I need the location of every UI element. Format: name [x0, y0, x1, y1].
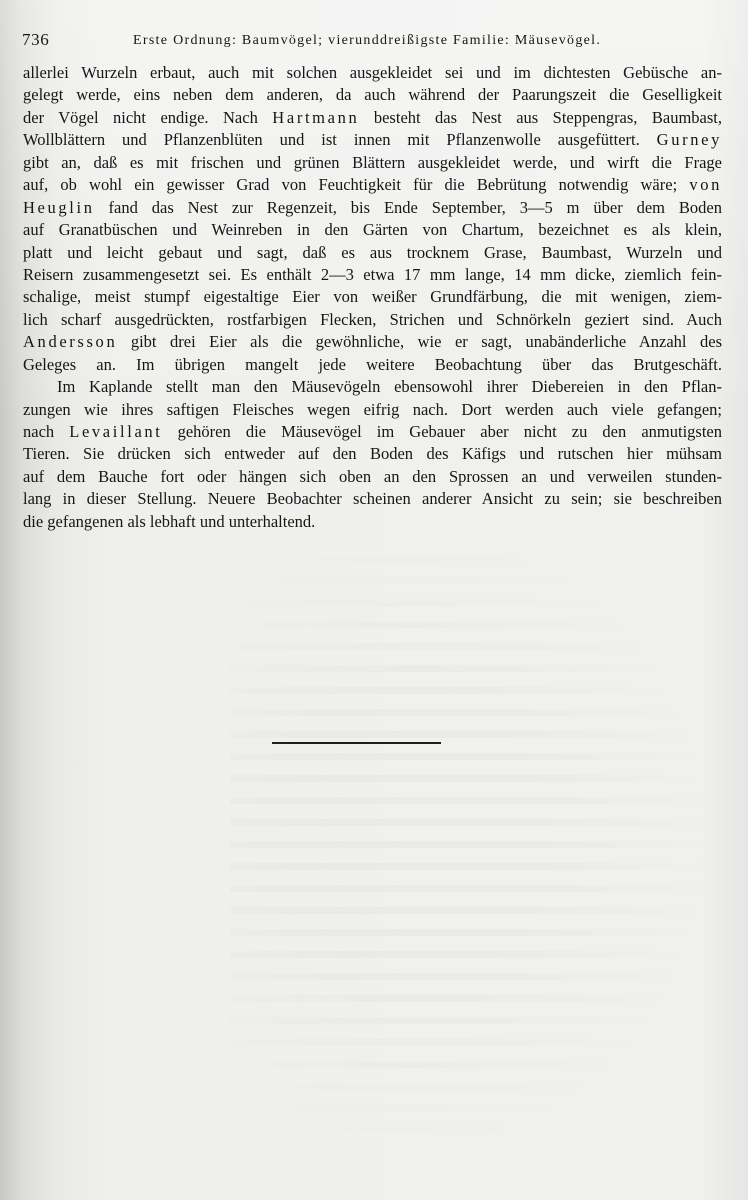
author-name: Hartmann — [272, 107, 360, 127]
text-line — [23, 443, 722, 465]
text-segment: gibt an, daß es mit frischen und grünen Blättern ausgekleidet werde, und wirft die Frage — [23, 152, 722, 172]
text-segment: lich scharf ausgedrückten, rostfarbigen Flecken, Strichen und Schnörkeln geziert sind. Auch — [23, 309, 722, 329]
paragraph — [23, 376, 722, 533]
text-line — [23, 84, 722, 106]
text-segment: Im Kaplande stellt man den Mäusevögeln ebensowohl ihrer Diebereien in den Pflan- — [57, 377, 722, 397]
text-segment: die gefangenen als lebhaft und unterhaltend. — [23, 511, 316, 531]
text-line — [23, 264, 722, 286]
text-segment: Geleges an. Im übrigen mangelt jede weitere Beobachtung über das Brutgeschäft. — [23, 354, 722, 374]
text-segment: zungen wie ihres saftigen Fleisches wegen eifrig nach. Dort werden auch viele gefangen; — [23, 399, 722, 419]
bleed-through-shadow — [230, 540, 700, 1140]
text-segment: auf dem Bauche fort oder hängen sich oben an den Sprossen an und verweilen stunden- — [23, 466, 722, 486]
text-line — [23, 421, 722, 443]
text-segment: gibt drei Eier als die gewöhnliche, wie er sagt, unabänderliche Anzahl des — [117, 332, 722, 352]
text-segment: allerlei Wurzeln erbaut, auch mit solchen ausgekleidet sei und im dichtesten Gebüsche an- — [23, 63, 722, 82]
text-segment: gehören die Mäusevögel im Gebauer aber nicht zu den anmutigsten — [162, 422, 722, 441]
text-segment: gelegt werde, eins neben dem anderen, da auch während der Paarungszeit die Geselligkeit — [23, 85, 722, 105]
text-segment: Reisern zusammengesetzt sei. Es enthält 2—3 etwa 17 mm lange, 14 mm dicke, ziemlich fein- — [23, 264, 722, 284]
author-name: Andersson — [23, 332, 118, 352]
text-line — [23, 309, 722, 331]
body-text — [23, 62, 722, 533]
running-title: Erste Ordnung: Baumvögel; vierunddreißigste Familie: Mäusevögel. — [133, 33, 602, 48]
author-name: Levaillant — [69, 422, 163, 441]
text-segment: platt und leicht gebaut und sagt, daß es aus trocknem Grase, Baumbast, Wurzeln und — [23, 242, 722, 262]
text-line — [23, 107, 722, 129]
text-line — [23, 62, 722, 84]
text-line — [23, 286, 722, 308]
text-line — [23, 331, 722, 353]
text-segment: lang in dieser Stellung. Neuere Beobachter scheinen anderer Ansicht zu sein; sie beschreiben — [23, 489, 722, 509]
text-line — [23, 511, 722, 533]
text-line — [23, 152, 722, 174]
page-number: 736 — [22, 30, 50, 49]
author-name: Heuglin — [23, 197, 95, 217]
text-segment: der Vögel nicht endige. Nach — [23, 107, 273, 127]
text-segment: Wollblättern und Pflanzenblüten und ist innen mit Pflanzenwolle ausgefüttert. — [23, 130, 657, 150]
text-segment: Tieren. Sie drücken sich entweder auf den Boden des Käfigs und rutschen hier mühsam — [23, 444, 722, 464]
text-segment: nach — [23, 422, 70, 441]
text-line — [23, 129, 722, 151]
author-name: Gurney — [656, 130, 722, 150]
text-segment: auf Granatbüschen und Weinreben in den Gärten von Chartum, bezeichnet es als klein, — [23, 220, 722, 240]
text-line — [23, 466, 722, 488]
text-line — [23, 219, 722, 241]
text-line — [23, 174, 722, 196]
text-line — [23, 197, 722, 219]
section-separator-rule — [272, 742, 441, 744]
text-segment: schalige, meist stumpf eigestaltige Eier von weißer Grundfärbung, die mit wenigen, ziem- — [23, 287, 722, 307]
text-line — [23, 354, 722, 376]
text-line — [23, 242, 722, 264]
text-line — [23, 376, 722, 398]
text-segment: besteht das Nest aus Steppengras, Baumbast, — [359, 107, 722, 127]
author-name: von — [689, 175, 722, 195]
text-segment: auf, ob wohl ein gewisser Grad von Feuchtigkeit für die Bebrütung notwendig wäre; — [23, 175, 690, 195]
text-line — [23, 399, 722, 421]
text-segment: fand das Nest zur Regenzeit, bis Ende September, 3—5 m über dem Boden — [94, 197, 722, 217]
text-line — [23, 488, 722, 510]
paragraph — [23, 62, 722, 376]
